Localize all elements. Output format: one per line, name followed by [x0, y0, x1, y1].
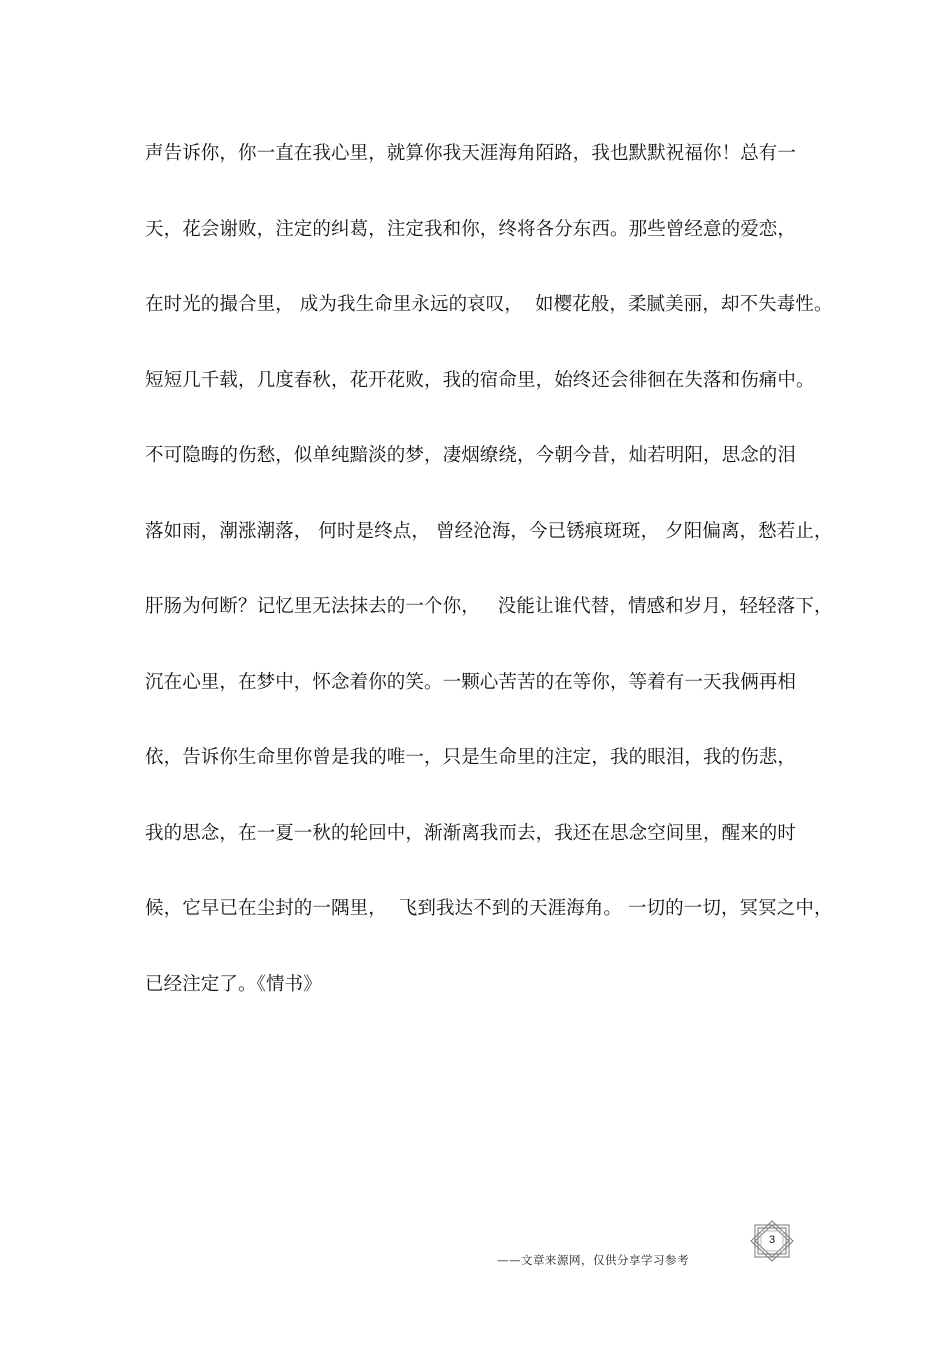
body-line: 候，它早已在尘封的一隅里， 飞到我达不到的天涯海角。 一切的一切，冥冥之中，: [145, 898, 833, 919]
body-line: 沉在心里，在梦中，怀念着你的笑。一颗心苦苦的在等你，等着有一天我俩再相: [145, 671, 797, 693]
body-line: 肝肠为何断？记忆里无法抹去的一个你， 没能让谁代替，情感和岁月，轻轻落下，: [145, 596, 833, 617]
body-line: 短短几千载，几度春秋，花开花败，我的宿命里，始终还会徘徊在失落和伤痛中。: [145, 369, 815, 391]
body-line: 我的思念，在一夏一秋的轮回中，渐渐离我而去，我还在思念空间里，醒来的时: [145, 822, 797, 844]
body-line: 天，花会谢败，注定的纠葛，注定我和你，终将各分东西。那些曾经意的爱恋，: [145, 218, 797, 240]
footer-source-note: ——文章来源网，仅供分享学习参考: [497, 1253, 689, 1267]
body-line: 在时光的撮合里， 成为我生命里永远的哀叹， 如樱花般，柔腻美丽，却不失毒性。: [145, 294, 833, 315]
body-line: 落如雨，潮涨潮落， 何时是终点， 曾经沧海，今已锈痕斑斑， 夕阳偏离，愁若止，: [145, 520, 833, 542]
page-number: 3: [768, 1234, 776, 1246]
body-line: 已经注定了。《情书》: [145, 973, 322, 995]
body-line: 不可隐晦的伤愁，似单纯黯淡的梦，凄烟缭绕，今朝今昔，灿若明阳，思念的泪: [145, 445, 797, 466]
body-text: [145, 142, 833, 1048]
page-number-badge: [749, 1220, 795, 1262]
body-line: 声告诉你，你一直在我心里，就算你我天涯海角陌路，我也默默祝福你！总有一: [145, 143, 797, 164]
body-line: 依，告诉你生命里你曾是我的唯一，只是生命里的注定，我的眼泪，我的伤悲，: [145, 747, 797, 768]
